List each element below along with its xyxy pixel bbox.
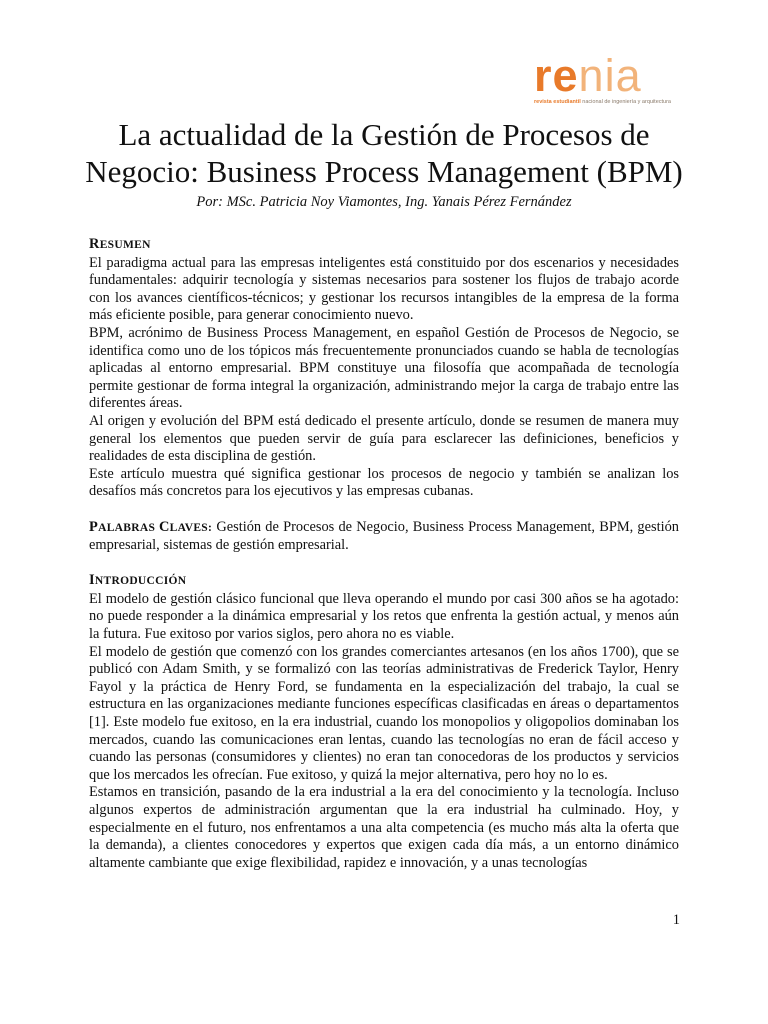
logo-tagline-rest: nacional de ingeniería y arquitectura (580, 99, 671, 105)
resumen-heading-cap: R (89, 236, 100, 252)
logo-tagline-strong: revista estudiantil (534, 99, 581, 105)
keywords-paragraph (89, 519, 679, 555)
introduccion-paragraph: El modelo de gestión clásico funcional que lleva operando el mundo por casi 300 años se ha agotado: no puede responder a la dinámica empresarial y los retos que enfrenta la gestión actual, y menos aún la futura. Fue exitoso por varios siglos, pero ahora no es viable. (89, 590, 679, 643)
keywords-text: Gestión de Procesos de Negocio, Business Process Management, BPM, gestión empresarial, sistemas de gestión empresarial. (89, 518, 679, 554)
introduccion-paragraph: El modelo de gestión que comenzó con los grandes comerciantes artesanos (en los años 1700), que se publicó con Adam Smith, y se formalizó con las teorías administrativas de Frederick Taylor, Henry Fayol y la práctica de Henry Ford, se fundamenta en la especialización del trabajo, la cual se estructura en las organizaciones mediante funciones específicas clasificadas en áreas o departamentos [1]. Este modelo fue exitoso, en la era industrial, cuando los monopolios y oligopolios dominaban los mercados, cuando las comunicaciones eran lentas, cuando las tecnologías no eran de fácil acceso y cuando las personas (consumidores y clientes) no eran tan conocedoras de los productos y servicios que los mercados les ofrecían. Fue exitoso, y quizá la mejor alternativa, pero hoy no lo es. (89, 643, 679, 783)
logo-wordmark (534, 50, 642, 102)
logo-letters-light: nia (578, 50, 642, 101)
resumen-paragraph: Este artículo muestra qué significa gestionar los procesos de negocio y también se analizan los desafíos más concretos para los ejecutivos y las empresas cubanas. (89, 465, 679, 500)
logo-letters-accent: e (552, 50, 579, 101)
keywords-heading-cap-2: C (158, 518, 170, 535)
article-title: La actualidad de la Gestión de Procesos de Negocio: Business Process Management (BPM) (85, 117, 683, 189)
keywords-heading (89, 518, 213, 535)
logo-tagline (534, 99, 684, 106)
introduccion-heading-cap: I (89, 572, 95, 589)
resumen-heading-rest: ESUMEN (99, 239, 151, 251)
resumen-heading (89, 236, 679, 255)
introduccion-heading (89, 572, 679, 591)
article-body (89, 236, 679, 872)
article-authors: Por: MSc. Patricia Noy Viamontes, Ing. Yanais Pérez Fernández (196, 194, 572, 210)
section-spacer (89, 501, 679, 519)
resumen-paragraph: Al origen y evolución del BPM está dedicado el presente artículo, donde se resumen de manera muy general los elementos que pueden servir de guía para esclarecer las definiciones, beneficios y realidades de esta disciplina de gestión. (89, 412, 679, 465)
keywords-heading-rest-2: LAVES: (169, 521, 213, 534)
renia-logo (534, 50, 684, 110)
section-spacer (89, 555, 679, 573)
resumen-paragraph: BPM, acrónimo de Business Process Management, en español Gestión de Procesos de Negocio, se identifica como uno de los tópicos más frecuentemente pronunciados cuando se habla de tecnologías aplicadas al entorno empresarial. BPM constituye una filosofía que acompañada de tecnología permite gestionar de forma integral la organización, administrando mejor la carga de trabajo entre las diferentes áreas. (89, 324, 679, 412)
keywords-heading-rest-1: ALABRAS (98, 521, 159, 534)
page-number: 1 (672, 912, 680, 928)
introduccion-paragraph: Estamos en transición, pasando de la era industrial a la era del conocimiento y la tecnología. Incluso algunos expertos de administración argumentan que la era industrial ha culminado. Hoy, y especialmente en el futuro, nos enfrentamos a una alta competencia (es mucho más alta la oferta que la demanda), a clientes conocedores y expertos que exigen cada día más, a un entorno dinámico altamente cambiante que exige flexibilidad, rapidez e innovación, y a unas tecnologías (89, 784, 679, 871)
keywords-heading-cap-1: P (89, 518, 99, 535)
resumen-paragraph: El paradigma actual para las empresas inteligentes está constituido por dos escenarios y necesidades fundamentales: adquirir tecnología y sistemas necesarios para sostener los flujos de trabajo acorde con los avances científicos-técnicos; y gestionar los recursos intangibles de la empresa de la forma más eficiente posible, para generar conocimiento nuevo. (89, 254, 679, 324)
introduccion-heading-rest: NTRODUCCIÓN (94, 575, 187, 588)
logo-letters-strong: r (534, 50, 553, 101)
